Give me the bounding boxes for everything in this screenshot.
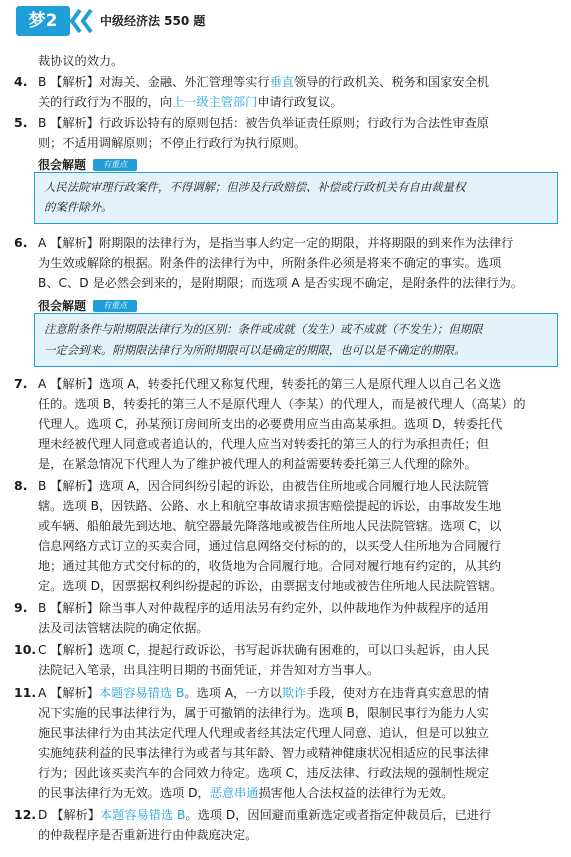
question-number: 4. <box>14 74 28 89</box>
question-number: 10. <box>14 642 37 657</box>
key-point-tag: 有重点 <box>93 159 137 171</box>
page-header <box>0 0 571 44</box>
answer-line: 或车辆、船舶最先到达地、航空器最先降落地或被告住所地人民法院管辖。选项 C，以 <box>38 519 502 533</box>
answer-line: 关的行政行为不服的，向上一级主管部门申请行政复议。 <box>38 95 343 109</box>
answer-line: 况下实施的民事法律行为，属于可撤销的法律行为。选项 B，限制民事行为能力人实 <box>38 706 489 720</box>
answer-line: A 【解析】选项 A，转委托代理又称复代理，转委托的第三人是原代理人以自己名义选 <box>38 377 502 391</box>
answer-line: 辖。选项 B，因铁路、公路、水上和航空事故请求损害赔偿提起的诉讼，由事故发生地 <box>38 499 502 513</box>
answer-line: B 【解析】除当事人对仲裁程序的适用法另有约定外，以仲裁地作为仲裁程序的适用 <box>38 601 489 615</box>
answer-line: B、C、D 是必然会到来的，是附期限；而选项 A 是否实现不确定，是附条件的法律行为。 <box>38 276 523 290</box>
note-label: 很会解题 <box>38 158 87 172</box>
answer-line: D 【解析】本题容易错选 B。选项 D，因回避而重新选定或者指定仲裁员后，已进行 <box>38 808 492 822</box>
note-line: 的案件除外。 <box>44 200 113 214</box>
key-point-tag: 有重点 <box>93 300 137 312</box>
answer-line: 的仲裁程序是否重新进行由仲裁庭决定。 <box>38 828 258 842</box>
answer-line: B 【解析】选项 A，因合同纠纷引起的诉讼，由被告住所地或合同履行地人民法院管 <box>38 479 490 493</box>
answer-line: 代理人。选项 C，孙某预订房间所支出的必要费用应当由高某承担。选项 D，转委托代 <box>38 417 503 431</box>
highlight-text: 本题容易错选 B <box>98 686 185 700</box>
book-title: 中级经济法 550 题 <box>100 14 206 28</box>
answer-line: C 【解析】选项 C，提起行政诉讼，书写起诉状确有困难的，可以口头起诉，由人民 <box>38 643 490 657</box>
question-number: 8. <box>14 478 28 493</box>
double-chevron-icon <box>68 6 96 36</box>
chapter-badge: 梦2 <box>16 6 70 36</box>
note-line: 一定会到来。附期限法律行为所附期限可以是确定的期限，也可以是不确定的期限。 <box>44 343 466 357</box>
answer-line: 信息网络方式订立的买卖合同，通过信息网络交付标的的，以买受人住所地为合同履行 <box>38 539 502 553</box>
note-line: 注意附条件与附期限法律行为的区别：条件或成就（发生）或不成就（不发生）；但期限 <box>44 322 483 336</box>
answer-line: 是，在紧急情况下代理人为了维护被代理人的利益需要转委托第三人代理的除外。 <box>38 457 477 471</box>
highlight-text: 欺诈 <box>281 686 307 700</box>
highlight-text: 恶意串通 <box>209 786 259 800</box>
answer-line: 为生效或解除的根据。附条件的法律行为中，所附条件必须是将来不确定的事实。选项 <box>38 256 502 270</box>
highlight-text: 本题容易错选 B <box>100 808 186 822</box>
answer-line: 任的。选项 B，转委托的第三人不是原代理人（李某）的代理人，而是被代理人（高某）的 <box>38 397 526 411</box>
answer-line: 则；不适用调解原则；不停止行政行为执行原则。 <box>38 136 307 150</box>
answer-line: 的民事法律行为无效。选项 D，恶意串通损害他人合法权益的法律行为无效。 <box>38 786 454 800</box>
question-number: 11. <box>14 685 37 700</box>
question-number: 5. <box>14 115 28 130</box>
answer-line: A 【解析】本题容易错选 B。选项 A，一方以欺诈手段，使对方在违背真实意思的情 <box>38 686 490 700</box>
answer-line: 行为；因此该买卖汽车的合同效力待定。选项 C，违反法律、行政法规的强制性规定 <box>38 766 490 780</box>
answer-line: B 【解析】行政诉讼特有的原则包括：被告负举证责任原则；行政行为合法性审查原 <box>38 116 489 130</box>
highlight-text: 垂直 <box>269 75 294 89</box>
answer-line: A 【解析】附期限的法律行为，是指当事人约定一定的期限，并将期限的到来作为法律行 <box>38 236 514 250</box>
intro-text: 裁协议的效力。 <box>38 54 124 68</box>
highlight-text: 上一级主管部门 <box>172 95 258 109</box>
answer-line: 施民事法律行为由其法定代理人代理或者经其法定代理人同意、追认，但是可以独立 <box>38 726 489 740</box>
answer-line: 地；通过其他方式交付标的的，收货地为合同履行地。合同对履行地有约定的，从其约 <box>38 559 502 573</box>
question-number: 12. <box>14 807 37 822</box>
answer-line: 法院记入笔录，出具注明日期的书面凭证，并告知对方当事人。 <box>38 663 380 677</box>
answer-line: 理未经被代理人同意或者追认的，代理人应当对转委托的第三人的行为承担责任；但 <box>38 437 489 451</box>
question-number: 6. <box>14 235 28 250</box>
answer-line: 实施纯获利益的民事法律行为或者与其年龄、智力或精神健康状况相适应的民事法律 <box>38 746 489 760</box>
answer-line: 法及司法管辖法院的确定依据。 <box>38 621 209 635</box>
answer-line: 定。选项 D，因票据权利纠纷提起的诉讼，由票据支付地或被告住所地人民法院管辖。 <box>38 579 503 593</box>
note-label: 很会解题 <box>38 299 87 313</box>
note-line: 人民法院审理行政案件，不得调解；但涉及行政赔偿、补偿或行政机关有自由裁量权 <box>44 180 466 194</box>
question-number: 7. <box>14 376 28 391</box>
question-number: 9. <box>14 600 28 615</box>
answer-line: B 【解析】对海关、金融、外汇管理等实行垂直领导的行政机关、税务和国家安全机 <box>38 75 489 89</box>
